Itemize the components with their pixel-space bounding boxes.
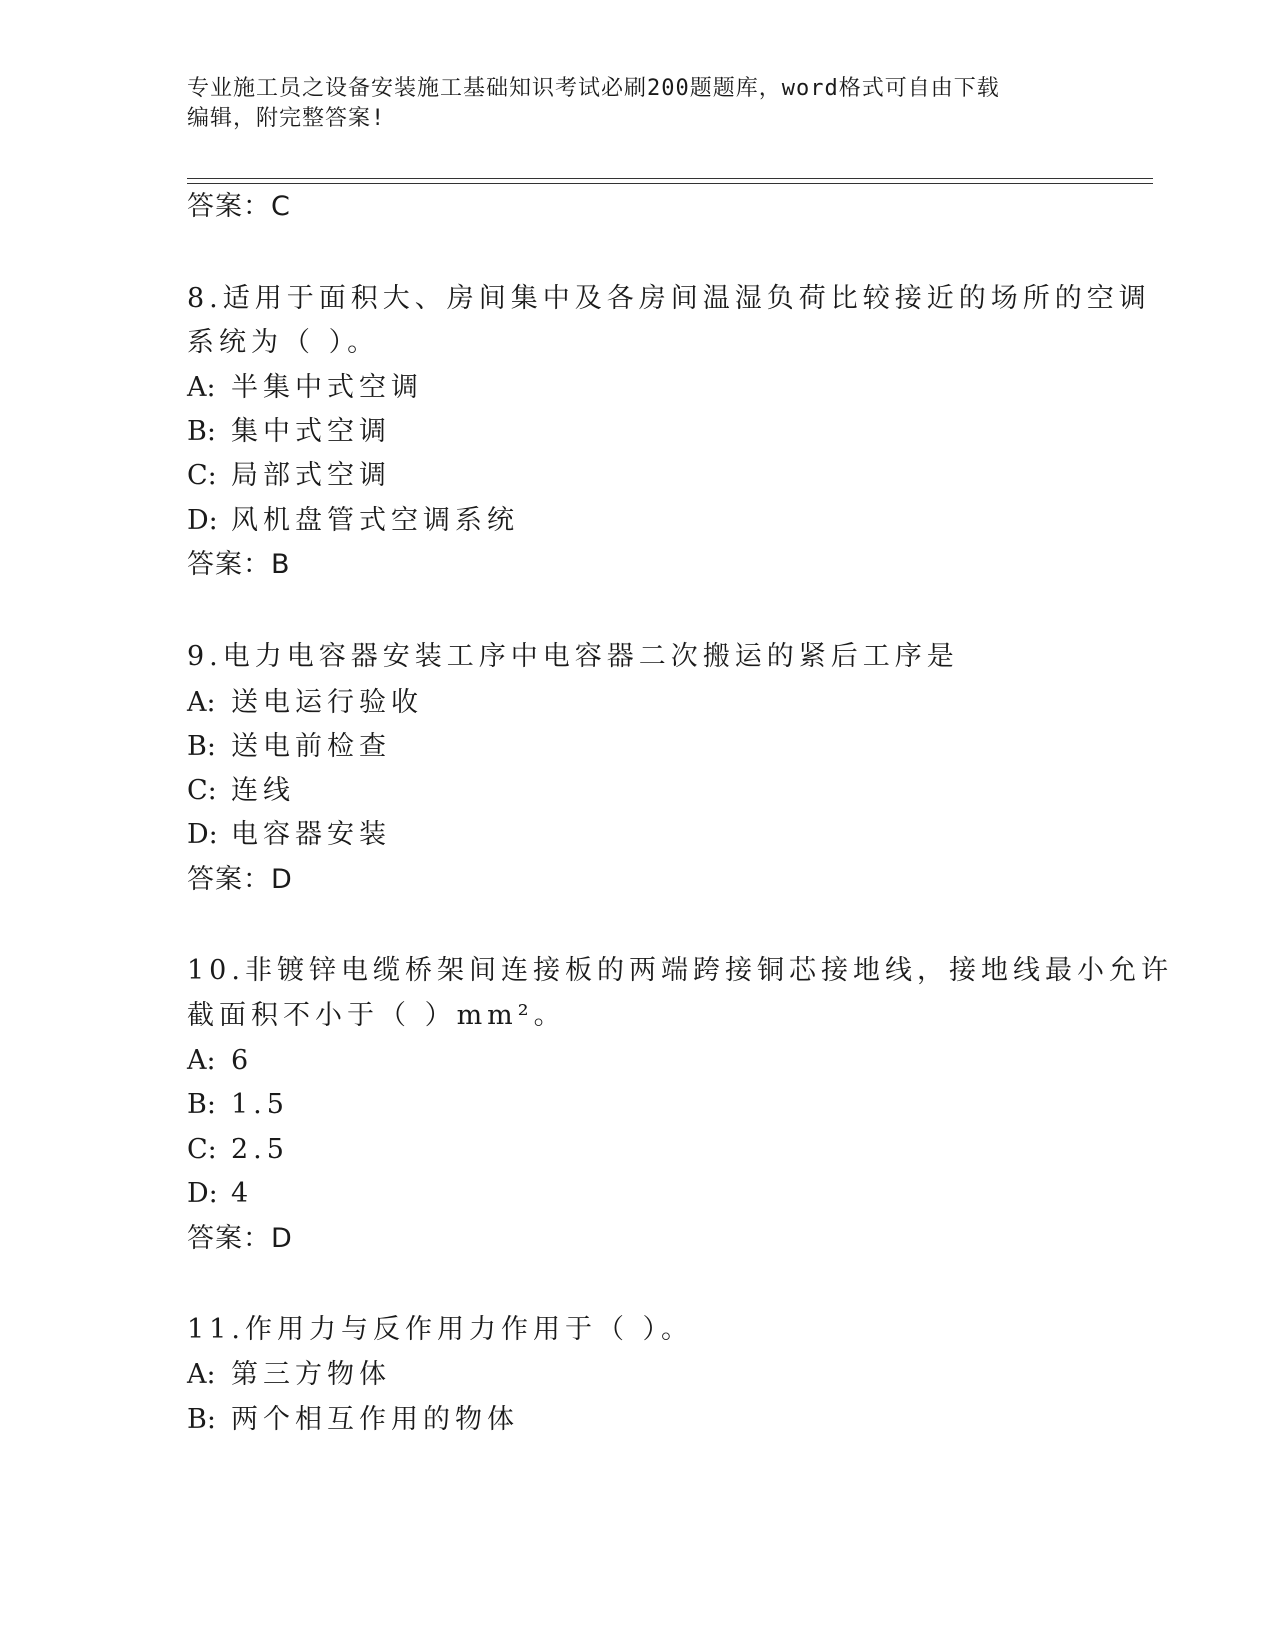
document-header — [187, 74, 1067, 134]
answer-previous: 答案：C — [187, 191, 291, 222]
option-text: 1.5 — [231, 1089, 289, 1120]
option-letter: A: — [187, 1045, 216, 1076]
question-10-option-d — [187, 1177, 253, 1211]
option-letter: A: — [187, 372, 216, 403]
option-text: 6 — [231, 1045, 254, 1076]
question-8-stem-line-1: 8.适用于面积大、房间集中及各房间温湿负荷比较接近的场所的空调 — [187, 283, 1151, 314]
option-text: 风机盘管式空调系统 — [231, 505, 519, 536]
question-9-option-c — [187, 774, 295, 808]
question-9-stem-line-1: 9.电力电容器安装工序中电容器二次搬运的紧后工序是 — [187, 641, 959, 672]
option-letter: A: — [187, 1359, 216, 1390]
question-9-option-a — [187, 686, 423, 720]
header-line-1: 专业施工员之设备安装施工基础知识考试必刷200题题库，word格式可自由下载 — [187, 76, 1000, 101]
option-text: 送电运行验收 — [231, 687, 423, 718]
question-8-option-a — [187, 371, 423, 405]
question-8-stem-line-2: 系统为（ ）。 — [187, 327, 380, 358]
option-letter: D: — [187, 1178, 218, 1209]
question-8-option-d — [187, 504, 519, 538]
question-8-answer: 答案：B — [187, 549, 291, 580]
option-letter: B: — [187, 416, 216, 447]
question-10-option-b — [187, 1088, 289, 1122]
question-10-answer: 答案：D — [187, 1223, 293, 1254]
option-letter: C: — [187, 1134, 217, 1165]
question-11-stem-line-1: 11.作用力与反作用力作用于（ ）。 — [187, 1314, 694, 1345]
question-9-option-d — [187, 818, 391, 852]
option-text: 局部式空调 — [231, 460, 391, 491]
option-letter: D: — [187, 505, 218, 536]
question-8-option-b — [187, 415, 391, 449]
header-divider-bottom — [187, 183, 1153, 184]
option-text: 送电前检查 — [231, 731, 391, 762]
option-text: 半集中式空调 — [231, 372, 423, 403]
question-8-option-c — [187, 459, 391, 493]
option-text: 2.5 — [231, 1134, 289, 1165]
option-text: 电容器安装 — [231, 819, 391, 850]
option-text: 连线 — [231, 775, 295, 806]
question-11-option-a — [187, 1358, 391, 1392]
option-letter: B: — [187, 1089, 216, 1120]
question-11-option-b — [187, 1403, 519, 1437]
option-text: 集中式空调 — [231, 416, 391, 447]
option-letter: C: — [187, 460, 217, 491]
option-letter: D: — [187, 819, 218, 850]
question-9-answer: 答案：D — [187, 864, 293, 895]
question-10-option-c — [187, 1133, 289, 1167]
header-line-2: 编辑，附完整答案! — [187, 106, 386, 131]
option-letter: B: — [187, 1404, 216, 1435]
option-text: 第三方物体 — [231, 1359, 391, 1390]
option-letter: C: — [187, 775, 217, 806]
question-10-option-a — [187, 1044, 253, 1078]
question-10-stem-line-2: 截面积不小于（ ）mm²。 — [187, 1000, 566, 1031]
header-divider-top — [187, 178, 1153, 179]
option-text: 两个相互作用的物体 — [231, 1404, 519, 1435]
question-9-option-b — [187, 730, 391, 764]
question-10-stem-line-1: 10.非镀锌电缆桥架间连接板的两端跨接铜芯接地线，接地线最小允许 — [187, 955, 1173, 986]
option-text: 4 — [231, 1178, 254, 1209]
option-letter: A: — [187, 687, 216, 718]
option-letter: B: — [187, 731, 216, 762]
